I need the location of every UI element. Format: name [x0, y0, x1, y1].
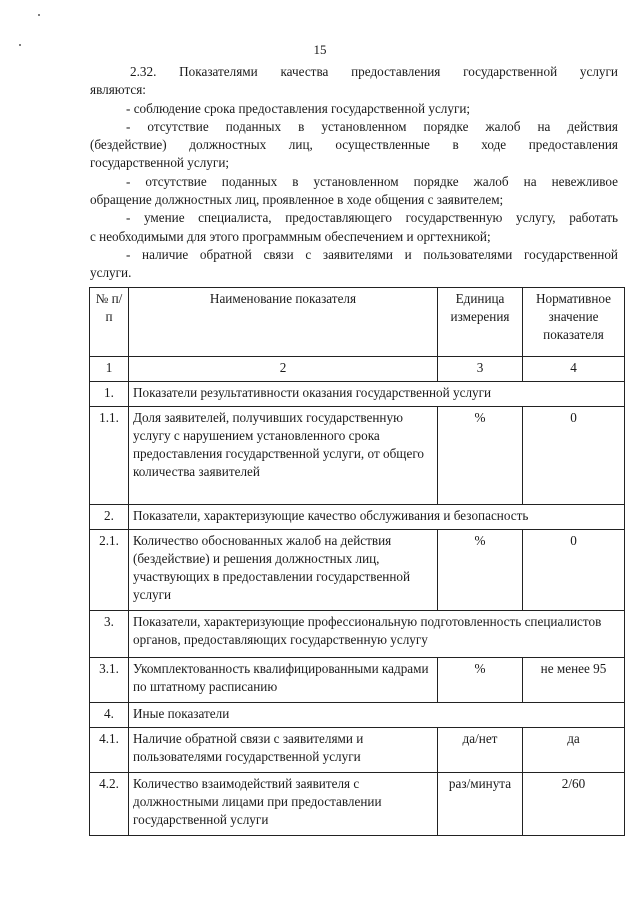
row-name: Количество обоснованных жалоб на действия (бездействие) и решения должностных лиц, участвующих в предоставлении государственной услуги	[129, 530, 438, 611]
row-norm: 0	[523, 530, 625, 611]
table-row	[90, 773, 625, 836]
row-num: 2.1.	[90, 530, 129, 611]
indicators-intro-block	[90, 63, 618, 283]
column-number-row	[90, 357, 625, 382]
quality-indicators-table	[89, 287, 625, 836]
row-num: 1.1.	[90, 407, 129, 505]
list-item: - отсутствие поданных в установленном порядке жалоб на невежливое обращение должностных лиц, проявленное в ходе общения с заявителем;	[90, 173, 618, 208]
row-num: 4.1.	[90, 728, 129, 773]
header-num: № п/п	[90, 288, 129, 357]
table-row	[90, 530, 625, 611]
row-unit: %	[438, 658, 523, 703]
row-unit: раз/минута	[438, 773, 523, 836]
section-title: Иные показатели	[129, 703, 625, 728]
section-num: 3.	[90, 611, 129, 658]
row-unit: да/нет	[438, 728, 523, 773]
section-title: Показатели, характеризующие профессиональную подготовленность специалистов органов, предоставляющих государственную услугу	[129, 611, 625, 658]
table-row	[90, 728, 625, 773]
list-item: - умение специалиста, предоставляющего государственную услугу, работать с необходимыми для этого программным обеспечением и оргтехникой;	[90, 210, 618, 244]
header-unit: Единица измерения	[438, 288, 523, 357]
intro-line-1: 2.32. Показателями качества предоставления государственной услуги	[130, 64, 618, 79]
column-number: 4	[523, 357, 625, 382]
section-row	[90, 382, 625, 407]
scan-speck	[38, 14, 40, 16]
intro-line-2: являются:	[90, 82, 146, 98]
section-title: Показатели результативности оказания государственной услуги	[129, 382, 625, 407]
table-header-row	[90, 288, 625, 357]
page-number: 15	[313, 42, 327, 57]
column-number: 1	[90, 357, 129, 382]
row-name: Количество взаимодействий заявителя с должностными лицами при предоставлении государственной услуги	[129, 773, 438, 836]
section-num: 4.	[90, 703, 129, 728]
row-name: Укомплектованность квалифицированными кадрами по штатному расписанию	[129, 658, 438, 703]
section-num: 2.	[90, 505, 129, 530]
row-unit: %	[438, 530, 523, 611]
header-norm: Нормативное значение показателя	[523, 288, 625, 357]
list-item: - соблюдение срока предоставления государственной услуги;	[126, 100, 471, 116]
row-name: Доля заявителей, получивших государственную услугу с нарушением установленного срока предоставления государственной услуги, от общего количества заявителей	[129, 407, 438, 505]
section-title: Показатели, характеризующие качество обслуживания и безопасность	[129, 505, 625, 530]
row-name: Наличие обратной связи с заявителями и пользователями государственной услуги	[129, 728, 438, 773]
list-item: - наличие обратной связи с заявителями и пользователями государственной услуги.	[90, 246, 618, 281]
column-number: 2	[129, 357, 438, 382]
section-row	[90, 505, 625, 530]
row-unit: %	[438, 407, 523, 505]
row-norm: не менее 95	[523, 658, 625, 703]
row-num: 4.2.	[90, 773, 129, 836]
row-norm: 0	[523, 407, 625, 505]
table-row	[90, 658, 625, 703]
row-norm: да	[523, 728, 625, 773]
row-num: 3.1.	[90, 658, 129, 703]
section-num: 1.	[90, 382, 129, 407]
column-number: 3	[438, 357, 523, 382]
header-name: Наименование показателя	[129, 288, 438, 357]
list-item: - отсутствие поданных в установленном порядке жалоб на действия (бездействие) должностных лиц, осуществленные в ходе предоставления государственной услуги;	[90, 118, 618, 171]
row-norm: 2/60	[523, 773, 625, 836]
section-row	[90, 703, 625, 728]
table-row	[90, 407, 625, 505]
section-row	[90, 611, 625, 658]
